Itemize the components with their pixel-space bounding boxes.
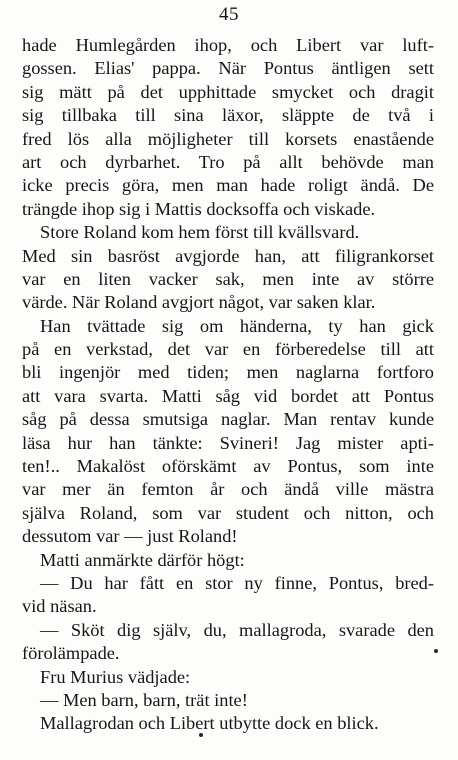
- text-line: hade Humlegården ihop, och Libert var luft-: [22, 35, 434, 55]
- text-line: bli ingenjör med tiden; men naglarna fortforo: [22, 362, 434, 383]
- text-line: läsa hur han tänkte: Svineri! Jag mister apti-: [22, 432, 434, 453]
- text-line: vid näsan.: [22, 596, 97, 617]
- text-line: Med sin basröst avgjorde han, att filigrankorset: [22, 245, 434, 266]
- text-line: fred lös alla möjligheter till korsets enastående: [22, 128, 434, 149]
- text-line: Mallagrodan och Libert utbytte dock en blick.: [40, 713, 379, 734]
- text-line: förolämpade.: [22, 643, 120, 664]
- text-line: Fru Murius vädjade:: [40, 666, 191, 687]
- text-line: ten!.. Makalöst oförskämt av Pontus, som inte: [22, 456, 434, 477]
- text-line: värde. När Roland avgjort något, var saken klar.: [22, 292, 376, 313]
- text-line: — Sköt dig själv, du, mallagroda, svarade den: [40, 619, 434, 640]
- text-line: — Du har fått en stor ny finne, Pontus, bred-: [40, 572, 434, 593]
- text-line: sig mätt på det upphittade smycket och dragit: [22, 81, 434, 102]
- text-line: på en verkstad, det var en förberedelse till att: [22, 339, 434, 360]
- text-line: var en liten vacker sak, men inte av större: [22, 268, 434, 289]
- text-line: var mer än femton år och ändå ville mästra: [22, 479, 434, 500]
- text-line: sig tillbaka till sina läxor, släppte de två i: [22, 105, 434, 126]
- text-line: såg på dessa smutsiga naglar. Man rentav kunde: [22, 409, 434, 430]
- speck-mark: [434, 649, 438, 653]
- text-line: själva Roland, som var student och nitton, och: [22, 502, 434, 523]
- text-line: dessutom var — just Roland!: [22, 526, 238, 547]
- speck-mark: [199, 733, 203, 737]
- text-line: icke precis göra, men man hade roligt ändå. De: [22, 175, 434, 196]
- text-line: gossen. Elias' pappa. När Pontus äntligen sett: [22, 58, 434, 79]
- text-line: art och dyrbarhet. Tro på allt behövde man: [22, 151, 434, 172]
- text-line: Store Roland kom hem först till kvällsvard.: [40, 222, 360, 243]
- text-line: — Men barn, barn, trät inte!: [40, 689, 248, 710]
- text-line: att vara svarta. Matti såg vid bordet att Pontus: [22, 385, 434, 406]
- body-text: [22, 34, 434, 736]
- text-line: Matti anmärkte därför högt:: [40, 549, 245, 570]
- text-line: trängde ihop sig i Mattis docksoffa och viskade.: [22, 198, 376, 219]
- page-number: 45: [219, 4, 239, 25]
- text-line: Han tvättade sig om händerna, ty han gick: [40, 315, 434, 336]
